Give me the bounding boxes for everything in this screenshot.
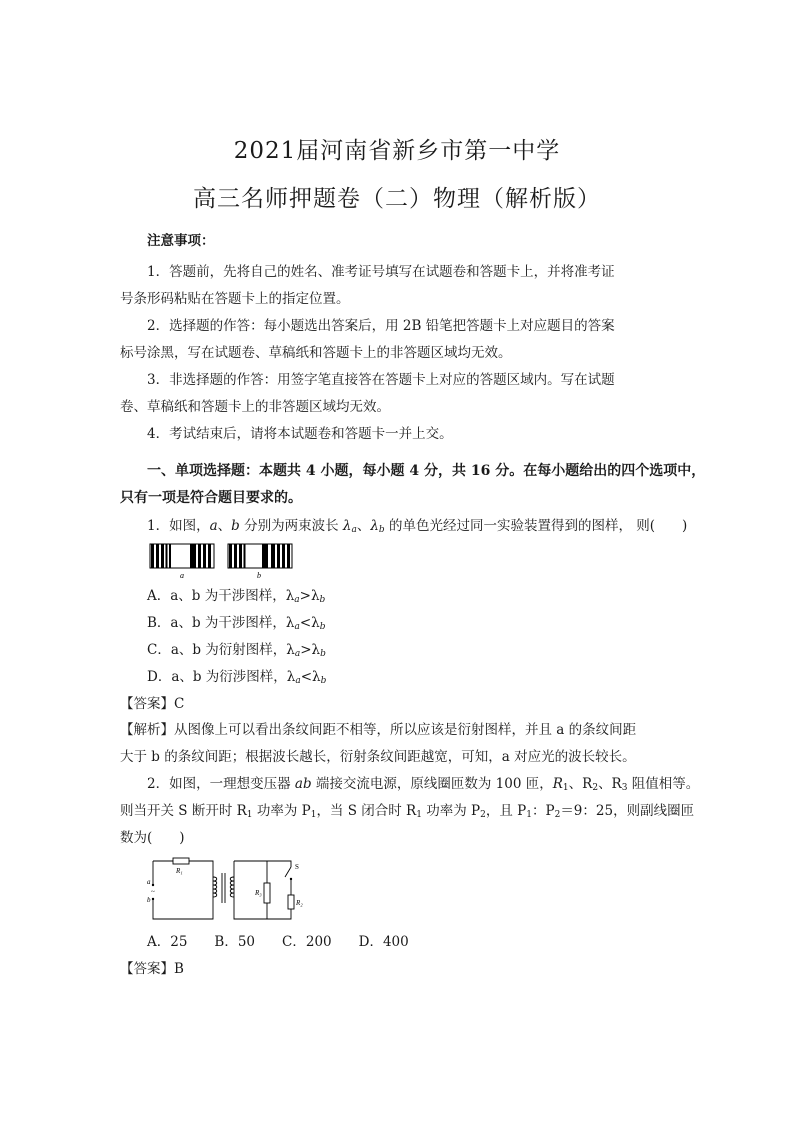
question-2-stem-line-3: 数为( ) [120, 830, 185, 846]
notes-heading: 注意事项： [147, 233, 215, 249]
terminal-b [152, 898, 154, 900]
note-3-line-1: 3．非选择题的作答：用签字笔直接答在答题卡上对应的答题区域内。写在试题 [147, 372, 615, 388]
q1-option-d[interactable]: D．a、b 为衍涉图样，$\lambda_a<\lambda_b$ [147, 669, 327, 686]
fringe-pattern-b [228, 544, 292, 568]
q1-answer: 【答案】C [120, 696, 185, 712]
q1-analysis-line-2: 大于 b 的条纹间距；根据波长越长，衍射条纹间距越宽，可知，a 对应光的波长较长。 [120, 749, 636, 765]
q2-answer: 【答案】B [120, 961, 184, 977]
fringe-label-b: b [257, 571, 261, 580]
label-r3: R₃ [255, 889, 262, 897]
resistor-r1 [173, 858, 189, 864]
page-subtitle: 高三名师押题卷（二）物理（解析版） [193, 186, 601, 212]
page-title: 2021届河南省新乡市第一中学 [233, 138, 561, 164]
label-s: S [295, 863, 299, 871]
label-a: a [147, 878, 151, 886]
note-2-line-2: 标号涂黑，写在试题卷、草稿纸和答题卡上的非答题区域均无效。 [120, 345, 512, 361]
switch-s [285, 867, 291, 877]
q2-options[interactable]: A．25 B．50 C．200 D．400 [147, 934, 409, 950]
note-1-line-1: 1．答题前，先将自己的姓名、准考证号填写在试题卷和答题卡上，并将准考证 [147, 264, 615, 280]
fringe-label-a: a [180, 571, 184, 580]
section-heading-line-2: 只有一项是符合题目要求的。 [120, 490, 302, 506]
label-ac-source: ~ [151, 888, 155, 896]
resistor-r2 [288, 895, 294, 909]
note-4: 4．考试结束后，请将本试题卷和答题卡一并上交。 [147, 426, 453, 442]
question-2-stem-line-2: 则当开关 S 断开时 $R_1$ 功率为 $P_1$，当 S 闭合时 $R_1$ 功率为 $P_2$，且 $P_1$：$P_2=9$：25，则副线圈匝 [120, 803, 695, 820]
transformer-circuit-figure [145, 855, 315, 925]
q1-option-c[interactable]: C．a、b 为衍射图样，$\lambda_a>\lambda_b$ [147, 642, 326, 659]
section-heading-line-1: 一、单项选择题：本题共 4 小题，每小题 4 分，共 16 分。在每小题给出的四个选项中， [147, 463, 706, 479]
resistor-r3 [264, 883, 270, 903]
fringe-pattern-figure [150, 544, 295, 580]
terminal-a [152, 884, 154, 886]
note-2-line-1: 2．选择题的作答：每小题选出答案后，用 2B 铅笔把答题卡上对应题目的答案 [147, 318, 615, 334]
q1-analysis-line-1: 【解析】从图像上可以看出条纹间距不相等，所以应该是衍射图样，并且 a 的条纹间距 [120, 722, 637, 738]
question-2-stem-line-1: 2．如图，一理想变压器 ab 端接交流电源，原线圈匝数为 100 匝，$R_1$、$R_2$、$R_3$ 阻值相等。 [147, 776, 700, 793]
label-r2: R₂ [296, 899, 303, 907]
q1-option-b[interactable]: B．a、b 为干涉图样，$\lambda_a<\lambda_b$ [147, 615, 326, 632]
q1-option-a[interactable]: A．a、b 为干涉图样，$\lambda_a>\lambda_b$ [147, 588, 326, 605]
note-1-line-2: 号条形码粘贴在答题卡上的指定位置。 [120, 291, 350, 307]
fringe-pattern-a [150, 544, 214, 568]
question-1-stem: 1．如图，a、b 分别为两束波长 $\lambda_a$、$\lambda_b$ 的单色光经过同一实验装置得到的图样， 则( ) [147, 518, 688, 535]
note-3-line-2: 卷、草稿纸和答题卡上的非答题区域均无效。 [120, 399, 390, 415]
label-b: b [147, 896, 151, 904]
label-r1: R₁ [176, 867, 183, 875]
